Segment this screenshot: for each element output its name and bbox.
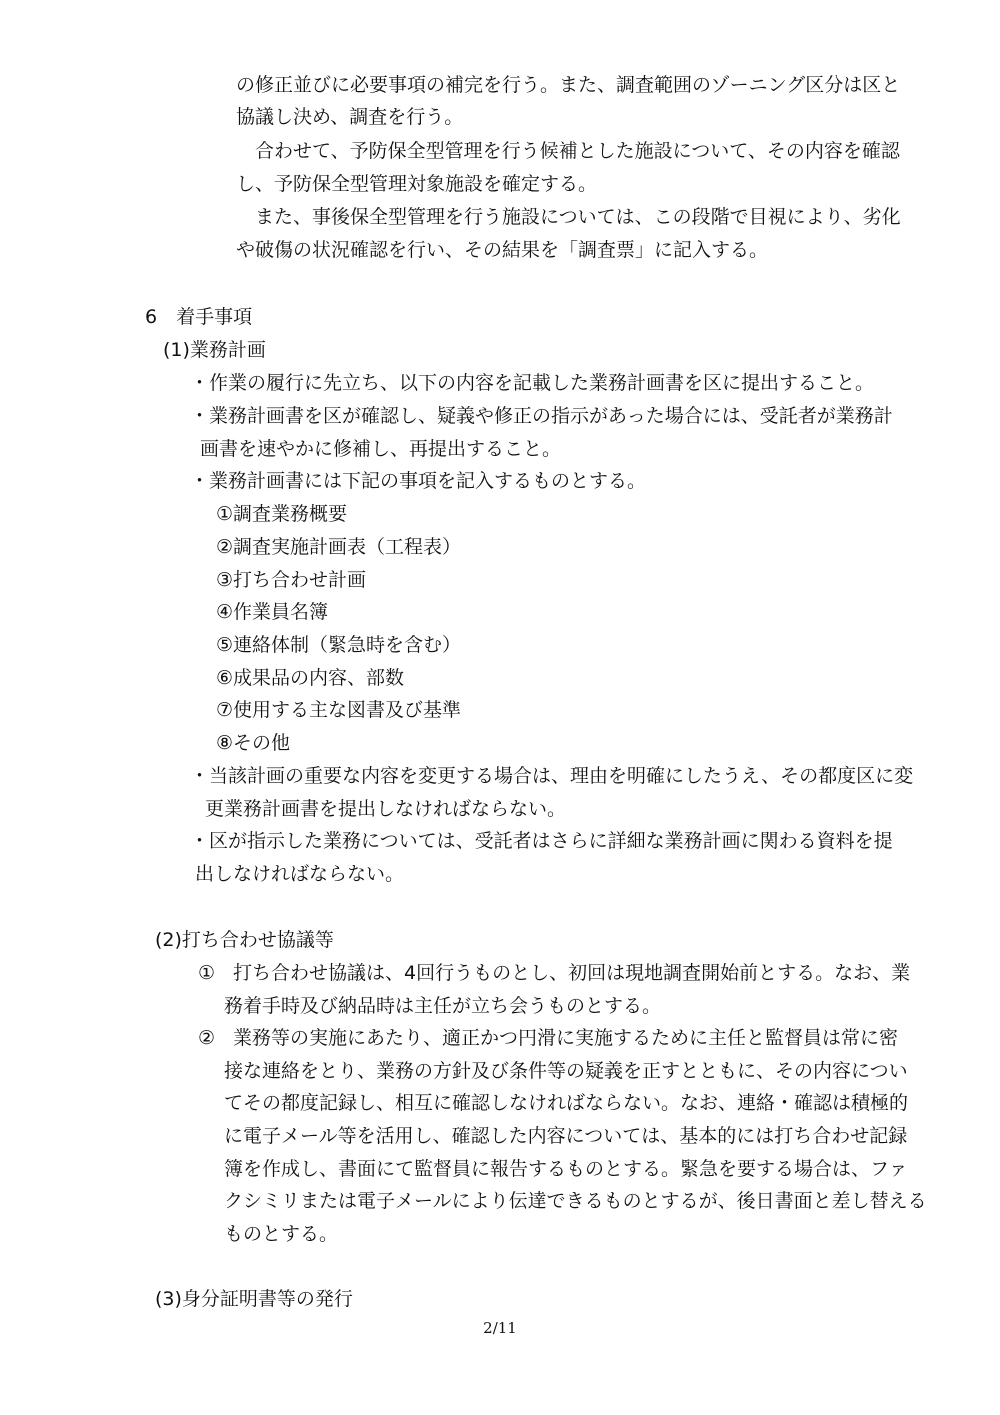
item-2-point-2-line-1: 業務等の実施にあたり、適正かつ円滑に実施するために主任と監督員は常に密 — [233, 1027, 899, 1049]
intro-line-4: し、予防保全型管理対象施設を確定する。 — [236, 173, 598, 195]
plan-list-item-8: ⑧その他 — [216, 732, 291, 754]
plan-list-item-2: ②調査実施計画表（工程表） — [216, 536, 462, 558]
intro-line-1: の修正並びに必要事項の補完を行う。また、調査範囲のゾーニング区分は区と — [236, 74, 901, 96]
plan-list-item-6: ⑥成果品の内容、部数 — [216, 667, 405, 689]
item-1-bullet-3: ・業務計画書には下記の事項を記入するものとする。 — [190, 470, 647, 492]
item-1-bullet-2-line-2: 画書を速やかに修補し、再提出すること。 — [200, 438, 562, 460]
plan-list-item-3: ③打ち合わせ計画 — [216, 569, 367, 591]
item-2-point-2-line-2: 接な連絡をとり、業務の方針及び条件等の疑義を正すとともに、その内容につい — [224, 1060, 908, 1082]
item-1-bullet-5-line-2: 出しなければならない。 — [195, 863, 405, 885]
item-2-point-2-line-4: に電子メール等を活用し、確認した内容については、基本的には打ち合わせ記録 — [224, 1125, 908, 1147]
plan-list-item-1: ①調査業務概要 — [216, 503, 348, 525]
item-2-point-1-line-2: 務着手時及び納品時は主任が立ち会うものとする。 — [224, 995, 662, 1017]
item-2-point-1-marker: ① — [198, 962, 216, 984]
item-1-bullet-2-line-1: ・業務計画書を区が確認し、疑義や修正の指示があった場合には、受託者が業務計 — [190, 405, 893, 427]
intro-line-3: 合わせて、予防保全型管理を行う候補とした施設について、その内容を確認 — [236, 140, 900, 162]
item-2-point-2-line-6: クシミリまたは電子メールにより伝達できるものとするが、後日書面と差し替える — [224, 1190, 927, 1212]
item-3-heading: (3)身分証明書等の発行 — [155, 1288, 353, 1310]
section-6-heading: 6 着手事項 — [145, 306, 253, 328]
page-number: 2/11 — [483, 1319, 517, 1337]
intro-line-2: 協議し決め、調査を行う。 — [236, 106, 464, 128]
intro-line-6: や破傷の状況確認を行い、その結果を「調査票」に記入する。 — [236, 239, 769, 261]
item-2-point-1-line-1: 打ち合わせ協議は、4回行うものとし、初回は現地調査開始前とする。なお、業 — [233, 962, 911, 984]
item-1-bullet-1: ・作業の履行に先立ち、以下の内容を記載した業務計画書を区に提出すること。 — [190, 372, 875, 394]
intro-line-5: また、事後保全型管理を行う施設については、この段階で目視により、劣化 — [236, 206, 901, 228]
item-2-point-2-marker: ② — [198, 1027, 216, 1049]
plan-list-item-7: ⑦使用する主な図書及び基準 — [216, 699, 462, 721]
item-2-point-2-line-3: てその都度記録し、相互に確認しなければならない。なお、連絡・確認は積極的 — [224, 1092, 909, 1114]
item-1-bullet-4-line-2: 更業務計画書を提出しなければならない。 — [205, 798, 567, 820]
plan-list-item-4: ④作業員名簿 — [216, 601, 329, 623]
item-2-point-2-line-7: ものとする。 — [224, 1223, 339, 1245]
item-1-bullet-4-line-1: ・当該計画の重要な内容を変更する場合は、理由を明確にしたうえ、その都度区に変 — [190, 765, 914, 787]
plan-list-item-5: ⑤連絡体制（緊急時を含む） — [216, 634, 462, 656]
item-2-point-2-line-5: 簿を作成し、書面にて監督員に報告するものとする。緊急を要する場合は、ファ — [224, 1158, 908, 1180]
item-1-bullet-5-line-1: ・区が指示した業務については、受託者はさらに詳細な業務計画に関わる資料を提 — [190, 830, 893, 852]
item-2-heading: (2)打ち合わせ協議等 — [155, 929, 334, 951]
item-1-heading: (1)業務計画 — [163, 339, 266, 361]
